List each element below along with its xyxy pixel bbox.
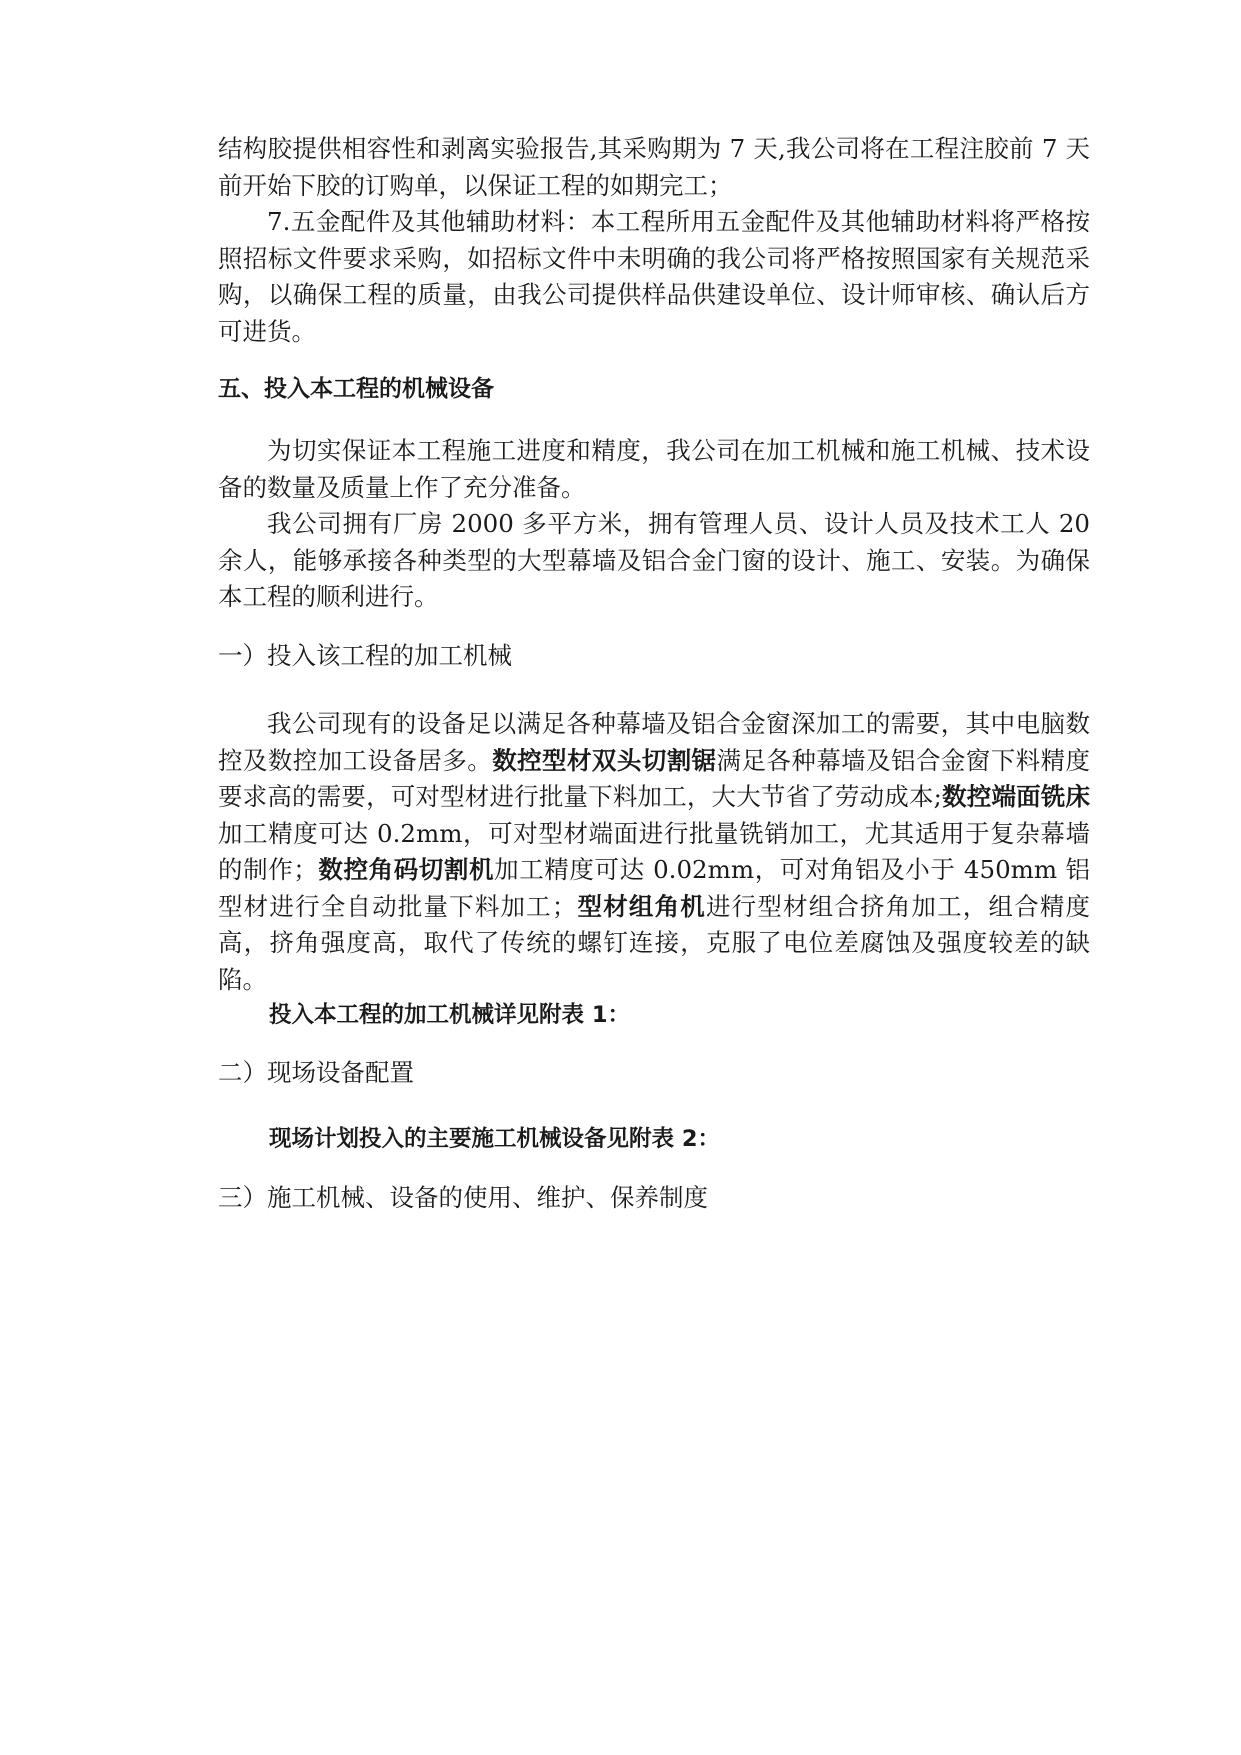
bold-corner-crimping-machine: 型材组角机 — [576, 891, 706, 921]
machinery-milling-text: 加工精度可达 0.2mm，可对型材端面进行批量铣销加工，尤其适用于复杂幕墙的制作； — [218, 818, 1090, 884]
bold-cnc-double-head-saw: 数控型材双头切割锯 — [492, 745, 717, 775]
machinery-saw-text: 满足各种幕墙及铝合金窗下料精度要求高的需要，可对型材进行批量下料加工，大大节省了劳动成本; — [218, 745, 1091, 811]
machinery-crimping-text: 进行型材组合挤角加工，组合精度高，挤角强度高，取代了传统的螺钉连接，克服了电位差腐蚀及强度较差的缺陷。 — [218, 891, 1091, 994]
paragraph-hardware-materials: 7.五金配件及其他辅助材料：本工程所用五金配件及其他辅助材料将严格按照招标文件要求采购，如招标文件中未明确的我公司将严格按照国家有关规范采购，以确保工程的质量，由我公司提供样品供建设单位、设计师审核、确认后方可进货。 — [218, 207, 1090, 346]
section-heading-machinery: 五、投入本工程的机械设备 — [218, 376, 494, 402]
caption-table-1: 投入本工程的加工机械详见附表 1： — [269, 1002, 630, 1028]
subheading-site-equipment: 二）现场设备配置 — [218, 1058, 414, 1087]
bold-cnc-corner-cutter: 数控角码切割机 — [317, 855, 495, 884]
machinery-intro-text: 我公司现有的设备足以满足各种幕墙及铝合金窗深加工的需要，其中电脑数控及数控加工设备居多。 — [218, 709, 1090, 775]
paragraph-company-capacity: 我公司拥有厂房 2000 多平方米，拥有管理人员、设计人员及技术工人 20 余人，能够承接各种类型的大型幕墙及铝合金门窗的设计、施工、安装。为确保本工程的顺利进行。 — [218, 509, 1090, 611]
paragraph-preparation: 为切实保证本工程施工进度和精度，我公司在加工机械和施工机械、技术设备的数量及质量上作了充分准备。 — [218, 436, 1090, 502]
caption-table-2: 现场计划投入的主要施工机械设备见附表 2： — [269, 1126, 720, 1152]
machinery-cutter-text: 加工精度可达 0.02mm，可对角铝及小于 450mm 铝型材进行全自动批量下料加工； — [218, 855, 1091, 921]
bold-cnc-end-milling: 数控端面铣床 — [941, 782, 1090, 811]
subheading-maintenance-rules: 三）施工机械、设备的使用、维护、保养制度 — [218, 1183, 708, 1212]
paragraph-processing-equipment — [218, 706, 1090, 998]
paragraph-adhesive-procurement: 结构胶提供相容性和剥离实验报告,其采购期为 7 天,我公司将在工程注胶前 7 天前开始下胶的订购单，以保证工程的如期完工； — [218, 134, 1090, 200]
subheading-processing-machinery: 一）投入该工程的加工机械 — [218, 641, 512, 670]
